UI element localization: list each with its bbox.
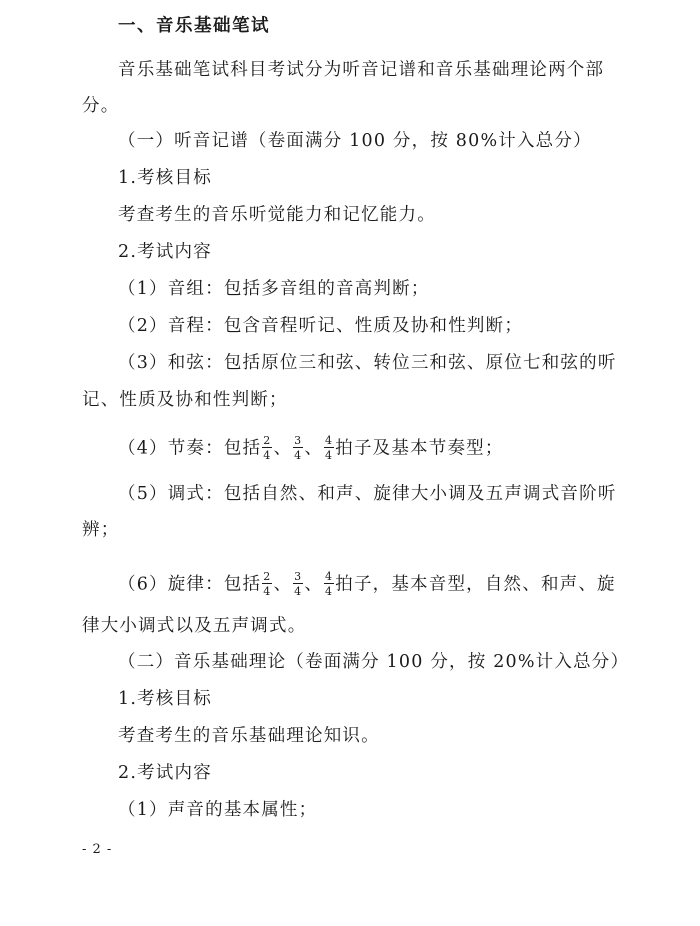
item-4-suffix: 拍子及基本节奏型； — [335, 438, 504, 459]
fraction-denominator: 4 — [294, 585, 303, 598]
part1-objective-heading: 1.考核目标 — [118, 168, 212, 188]
page-number: - 2 - — [82, 842, 113, 857]
fraction-numerator: 3 — [294, 570, 303, 583]
time-signature-fraction — [293, 435, 303, 461]
intro-line-2: 分。 — [82, 96, 120, 116]
fraction-numerator: 3 — [294, 434, 303, 447]
part2-item-1: （1）声音的基本属性； — [118, 800, 318, 820]
part1-item-4 — [118, 436, 504, 462]
section-title: 一、音乐基础笔试 — [118, 16, 270, 36]
part1-item-1: （1）音组：包括多音组的音高判断； — [118, 279, 430, 299]
fraction-denominator: 4 — [294, 449, 303, 462]
item-6-prefix: （6）旋律：包括 — [118, 574, 262, 595]
fraction-denominator: 4 — [325, 585, 334, 598]
fraction-numerator: 2 — [263, 570, 272, 583]
separator: 、 — [304, 574, 324, 595]
part1-item-6-line-1 — [118, 572, 616, 598]
part1-item-5-line-2: 辨； — [82, 520, 120, 540]
fraction-denominator: 4 — [325, 449, 334, 462]
part2-objective-heading: 1.考核目标 — [118, 689, 212, 709]
part1-content-heading: 2.考试内容 — [118, 242, 212, 262]
part1-objective-text: 考查考生的音乐听觉能力和记忆能力。 — [118, 205, 436, 225]
fraction-numerator: 2 — [263, 434, 272, 447]
intro-line-1: 音乐基础笔试科目考试分为听音记谱和音乐基础理论两个部 — [118, 60, 605, 80]
part1-item-6-line-2: 律大小调式以及五声调式。 — [82, 616, 307, 636]
time-signature-fraction — [293, 571, 303, 597]
part1-item-3-line-2: 记、性质及协和性判断； — [82, 390, 288, 410]
separator: 、 — [304, 438, 324, 459]
part1-item-3-line-1: （3）和弦：包括原位三和弦、转位三和弦、原位七和弦的听 — [118, 353, 617, 373]
part1-item-5-line-1: （5）调式：包括自然、和声、旋律大小调及五声调式音阶听 — [118, 484, 617, 504]
part1-item-2: （2）音程：包含音程听记、性质及协和性判断； — [118, 316, 524, 336]
part2-content-heading: 2.考试内容 — [118, 763, 212, 783]
fraction-numerator: 4 — [325, 570, 334, 583]
separator: 、 — [273, 574, 293, 595]
part2-title: （二）音乐基础理论（卷面满分 100 分，按 20%计入总分） — [118, 652, 630, 672]
separator: 、 — [273, 438, 293, 459]
item-4-prefix: （4）节奏：包括 — [118, 438, 262, 459]
item-6-suffix: 拍子，基本音型，自然、和声、旋 — [335, 574, 616, 595]
time-signature-fraction — [262, 435, 272, 461]
fraction-denominator: 4 — [263, 449, 272, 462]
time-signature-fraction — [262, 571, 272, 597]
fraction-denominator: 4 — [263, 585, 272, 598]
part1-title: （一）听音记谱（卷面满分 100 分，按 80%计入总分） — [118, 131, 592, 151]
time-signature-fraction — [324, 571, 334, 597]
fraction-numerator: 4 — [325, 434, 334, 447]
time-signature-fraction — [324, 435, 334, 461]
part2-objective-text: 考查考生的音乐基础理论知识。 — [118, 726, 380, 746]
